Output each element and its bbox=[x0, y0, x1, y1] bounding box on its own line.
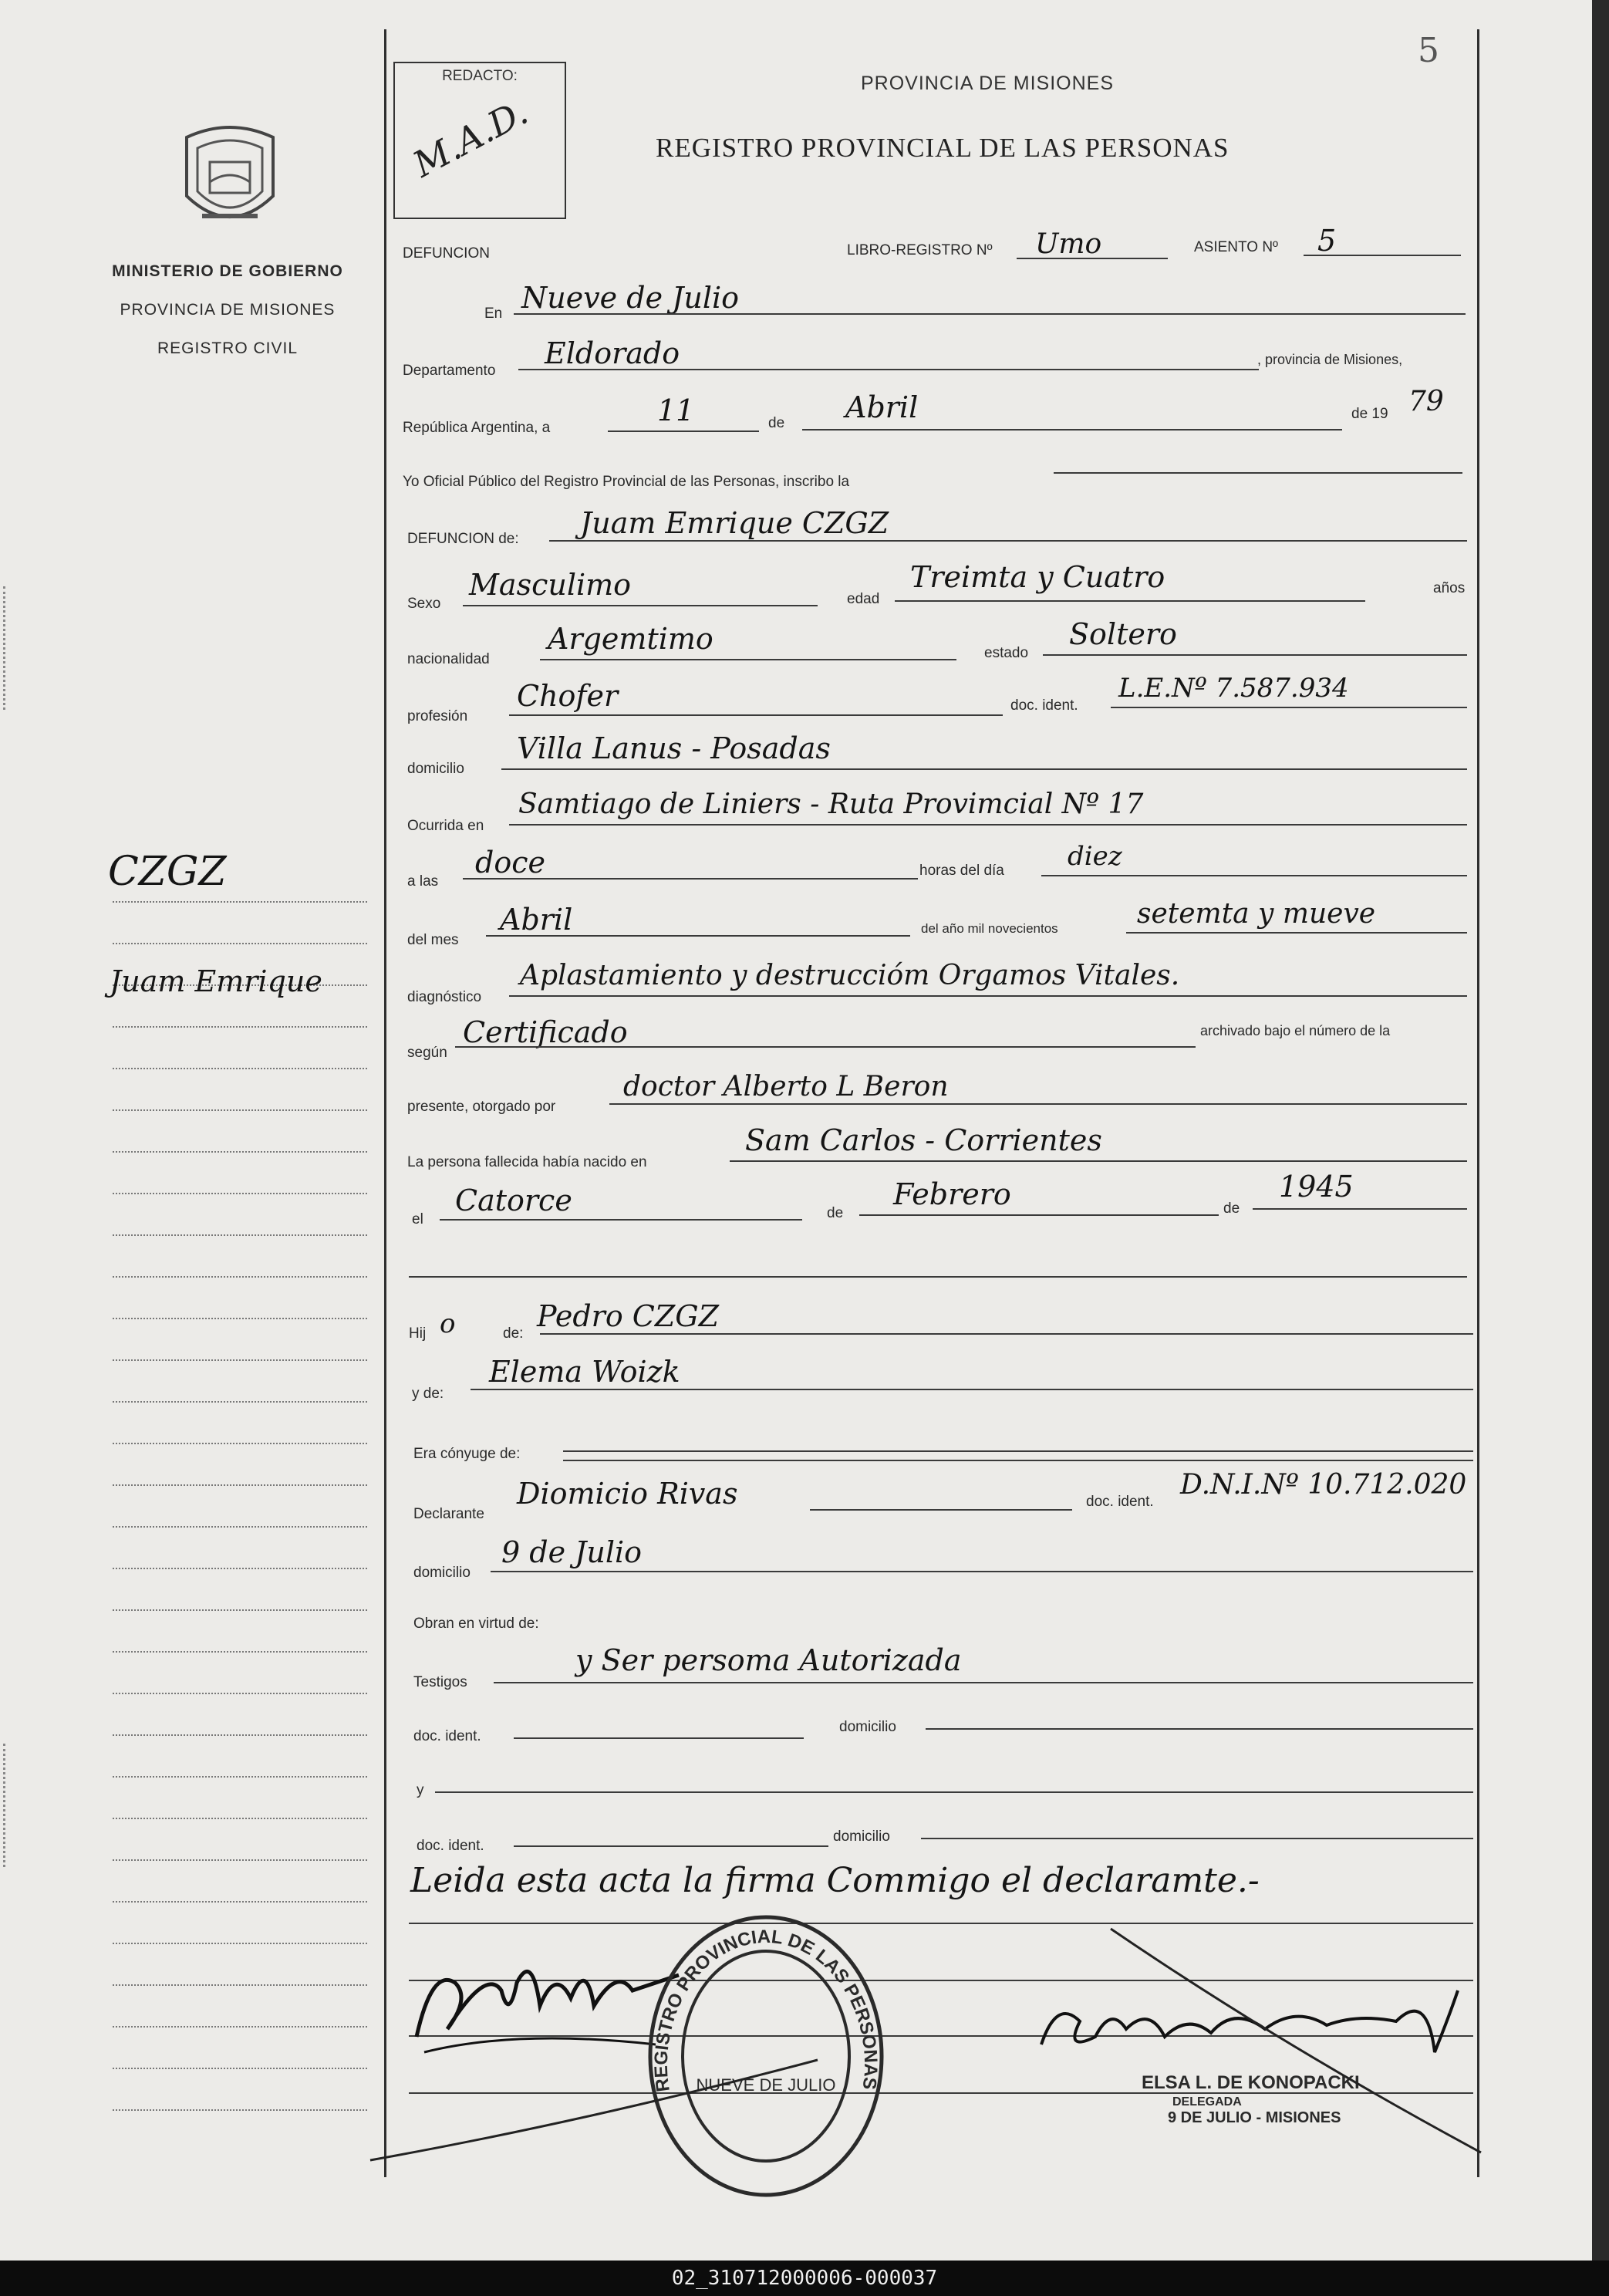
defuncion-de-line bbox=[549, 540, 1467, 542]
profesion-line bbox=[509, 714, 1003, 716]
madre-value: Elema Woizk bbox=[489, 1355, 680, 1389]
libro-label: LIBRO-REGISTRO Nº bbox=[847, 242, 993, 258]
ministry-title: MINISTERIO DE GOBIERNO bbox=[112, 262, 343, 280]
doc-label: doc. ident. bbox=[1010, 697, 1078, 714]
margin-dotted-line bbox=[113, 1234, 367, 1236]
mes-line bbox=[486, 935, 910, 937]
footer-id: 02_310712000006-000037 bbox=[0, 2261, 1609, 2296]
ano-mil-label: del año mil novecientos bbox=[921, 921, 1058, 936]
departamento-value: Eldorado bbox=[545, 336, 680, 370]
archivado-label: archivado bajo el número de la bbox=[1200, 1023, 1391, 1038]
profesion-label: profesión bbox=[407, 708, 468, 724]
margin-dotted-line bbox=[113, 1734, 367, 1736]
registrar-location: 9 DE JULIO - MISIONES bbox=[1168, 2109, 1341, 2126]
edad-value: Treimta y Cuatro bbox=[910, 560, 1165, 594]
ocurrida-value: Samtiago de Liniers - Ruta Provimcial Nº 17 bbox=[518, 788, 1144, 820]
doc2-label: doc. ident. bbox=[1086, 1494, 1154, 1510]
nacido-label: La persona fallecida había nacido en bbox=[407, 1154, 647, 1170]
asiento-line bbox=[1304, 255, 1461, 256]
alas-value: doce bbox=[475, 846, 545, 880]
margin-dotted-line bbox=[113, 2026, 367, 2028]
redacto-initials: M.A.D. bbox=[406, 90, 535, 186]
doc4-line bbox=[514, 1845, 828, 1847]
margin-dotted-line bbox=[113, 901, 367, 903]
redacto-label: REDACTO: bbox=[442, 68, 518, 84]
day-line bbox=[608, 430, 759, 432]
margin-given-name: Juam Emrique bbox=[110, 964, 322, 998]
declarante-label: Declarante bbox=[413, 1506, 484, 1522]
leida-value: Leida esta acta la firma Commigo el declaramte.- bbox=[410, 1861, 1260, 1900]
nacionalidad-line bbox=[540, 659, 956, 660]
obran-label: Obran en virtud de: bbox=[413, 1616, 539, 1632]
hij-value: o bbox=[440, 1308, 456, 1339]
padre-value: Pedro CZGZ bbox=[537, 1299, 720, 1333]
testigos-label: Testigos bbox=[413, 1674, 467, 1690]
domicilio-line bbox=[501, 768, 1467, 770]
doc2-value: D.N.I.Nº 10.712.020 bbox=[1180, 1469, 1467, 1501]
horas-label: horas del día bbox=[919, 863, 1004, 879]
presente-line bbox=[609, 1103, 1467, 1105]
departamento-label: Departamento bbox=[403, 363, 496, 379]
departamento-line bbox=[518, 369, 1259, 370]
registry-header: REGISTRO PROVINCIAL DE LAS PERSONAS bbox=[656, 133, 1230, 163]
doc-value: L.E.Nº 7.587.934 bbox=[1118, 673, 1349, 704]
svg-text:NUEVE DE JULIO: NUEVE DE JULIO bbox=[696, 2075, 836, 2095]
margin-dotted-line bbox=[113, 1568, 367, 1569]
padre-line bbox=[540, 1333, 1473, 1335]
declarante-value: Diomicio Rivas bbox=[517, 1477, 738, 1511]
defuncion-label: DEFUNCION bbox=[403, 245, 490, 262]
margin-dotted-line bbox=[113, 1401, 367, 1403]
margin-dotted-line bbox=[113, 1651, 367, 1653]
el-label: el bbox=[412, 1211, 423, 1227]
domicilio-value: Villa Lanus - Posadas bbox=[517, 731, 831, 765]
month2-line bbox=[859, 1214, 1219, 1216]
month2-value: Febrero bbox=[893, 1177, 1011, 1211]
coat-of-arms-icon bbox=[179, 122, 281, 238]
ano-mil-line bbox=[1126, 932, 1467, 934]
asiento-value: 5 bbox=[1317, 224, 1337, 258]
domicilio2-label: domicilio bbox=[413, 1565, 471, 1581]
ministry-province: PROVINCIA DE MISIONES bbox=[120, 301, 336, 319]
year-value: 79 bbox=[1408, 386, 1444, 417]
horas-value: diez bbox=[1068, 841, 1122, 872]
blank-line bbox=[409, 1276, 1467, 1278]
defuncion-de-label: DEFUNCION de: bbox=[407, 531, 519, 547]
oficial-line bbox=[1054, 472, 1462, 474]
presente-value: doctor Alberto L Beron bbox=[623, 1071, 949, 1102]
margin-dotted-line bbox=[113, 1943, 367, 1944]
domicilio2-line bbox=[491, 1571, 1473, 1572]
margin-dotted-line bbox=[113, 1359, 367, 1361]
svg-text:REGISTRO PROVINCIAL DE LAS PER: REGISTRO PROVINCIAL DE LAS PERSONAS bbox=[650, 1926, 882, 2093]
diagnostico-label: diagnóstico bbox=[407, 989, 482, 1005]
margin-dotted-line bbox=[113, 2109, 367, 2111]
margin-dotted-line bbox=[113, 1693, 367, 1694]
republica-label: República Argentina, a bbox=[403, 420, 551, 436]
registrar-name: ELSA L. DE KONOPACKI bbox=[1142, 2072, 1360, 2093]
segun-value: Certificado bbox=[463, 1015, 628, 1049]
estado-value: Soltero bbox=[1069, 617, 1177, 651]
page-number: 5 bbox=[1418, 31, 1439, 70]
el-value: Catorce bbox=[455, 1183, 572, 1217]
margin-dotted-line bbox=[113, 1318, 367, 1319]
en-value: Nueve de Julio bbox=[521, 281, 740, 315]
provincia-label: , provincia de Misiones, bbox=[1257, 352, 1403, 367]
margin-dotted-line bbox=[113, 1276, 367, 1278]
registrar-title: DELEGADA bbox=[1172, 2095, 1242, 2109]
declarante-line bbox=[810, 1509, 1072, 1511]
en-line bbox=[514, 313, 1466, 315]
pen-strokes bbox=[355, 1906, 1512, 2183]
margin-dotted-line bbox=[113, 1609, 367, 1611]
presente-label: presente, otorgado por bbox=[407, 1099, 556, 1115]
margin-dotted-line bbox=[113, 1026, 367, 1028]
domicilio-label: domicilio bbox=[407, 761, 464, 777]
binding-mark bbox=[3, 1744, 16, 1867]
conyuge-label: Era cónyuge de: bbox=[413, 1446, 521, 1462]
de-padre-label: de: bbox=[503, 1325, 524, 1342]
page-edge bbox=[1592, 0, 1609, 2261]
margin-dotted-line bbox=[113, 1859, 367, 1861]
testigos-line bbox=[494, 1682, 1473, 1683]
margin-dotted-line bbox=[113, 1526, 367, 1528]
segun-line bbox=[455, 1046, 1196, 1048]
day-value: 11 bbox=[657, 393, 695, 427]
estado-line bbox=[1043, 654, 1467, 656]
testigos-value: y Ser persoma Autorizada bbox=[575, 1643, 962, 1677]
edad-label: edad bbox=[847, 591, 880, 607]
nacionalidad-value: Argemtimo bbox=[548, 622, 713, 656]
doc3-line bbox=[514, 1737, 804, 1739]
year2-line bbox=[1253, 1208, 1467, 1210]
nacido-value: Sam Carlos - Corrientes bbox=[745, 1123, 1102, 1157]
segun-label: según bbox=[407, 1045, 447, 1061]
margin-dotted-line bbox=[113, 1901, 367, 1903]
binding-mark bbox=[3, 586, 16, 710]
y-de-label: y de: bbox=[412, 1386, 444, 1402]
doc3-label: doc. ident. bbox=[413, 1728, 481, 1744]
en-label: En bbox=[484, 306, 503, 322]
margin-dotted-line bbox=[113, 943, 367, 944]
year2-value: 1945 bbox=[1279, 1170, 1354, 1204]
sexo-label: Sexo bbox=[407, 596, 441, 612]
ano-mil-value: setemta y mueve bbox=[1137, 898, 1376, 930]
margin-dotted-line bbox=[113, 1443, 367, 1444]
de2-label: de bbox=[827, 1205, 844, 1221]
el-line bbox=[440, 1219, 802, 1221]
conyuge-line-2 bbox=[563, 1460, 1473, 1461]
diagnostico-line bbox=[509, 995, 1467, 997]
margin-dotted-line bbox=[113, 2068, 367, 2069]
edad-line bbox=[895, 600, 1365, 602]
nacionalidad-label: nacionalidad bbox=[407, 651, 490, 667]
libro-line bbox=[1017, 258, 1168, 259]
domicilio4-label: domicilio bbox=[833, 1828, 890, 1845]
hij-label: Hij bbox=[409, 1325, 427, 1342]
alas-label: a las bbox=[407, 873, 439, 890]
domicilio4-line bbox=[921, 1838, 1473, 1839]
margin-dotted-line bbox=[113, 1068, 367, 1069]
province-header: PROVINCIA DE MISIONES bbox=[861, 73, 1115, 94]
year-label: de 19 bbox=[1351, 406, 1388, 422]
margin-dotted-line bbox=[113, 1776, 367, 1778]
margin-dotted-line bbox=[113, 1984, 367, 1986]
y-label: y bbox=[417, 1782, 424, 1798]
profesion-value: Chofer bbox=[517, 679, 619, 713]
defuncion-de-value: Juam Emrique CZGZ bbox=[580, 506, 889, 540]
sexo-value: Masculimo bbox=[469, 568, 632, 602]
horas-line bbox=[1041, 875, 1467, 876]
margin-dotted-line bbox=[113, 1818, 367, 1819]
month-line bbox=[802, 429, 1342, 430]
margin-dotted-line bbox=[113, 1484, 367, 1486]
oficial-text: Yo Oficial Público del Registro Provincial de las Personas, inscribo la bbox=[403, 474, 850, 490]
de3-label: de bbox=[1223, 1200, 1240, 1217]
asiento-label: ASIENTO Nº bbox=[1194, 239, 1278, 255]
madre-line bbox=[471, 1389, 1473, 1390]
conyuge-line bbox=[563, 1450, 1473, 1452]
nacido-line bbox=[730, 1160, 1467, 1162]
doc4-label: doc. ident. bbox=[417, 1838, 484, 1854]
estado-label: estado bbox=[984, 645, 1029, 661]
ocurrida-line bbox=[509, 824, 1467, 826]
mes-label: del mes bbox=[407, 932, 459, 948]
ocurrida-label: Ocurrida en bbox=[407, 818, 484, 834]
ministry-registry: REGISTRO CIVIL bbox=[157, 339, 299, 357]
domicilio3-line bbox=[926, 1728, 1473, 1730]
y-line bbox=[435, 1791, 1473, 1793]
margin-dotted-line bbox=[113, 1109, 367, 1111]
doc-line bbox=[1111, 707, 1467, 708]
margin-dotted-line bbox=[113, 1193, 367, 1194]
anos-label: años bbox=[1433, 580, 1466, 596]
domicilio2-value: 9 de Julio bbox=[501, 1535, 643, 1569]
de-label: de bbox=[768, 415, 785, 431]
domicilio3-label: domicilio bbox=[839, 1719, 896, 1735]
diagnostico-value: Aplastamiento y destruccióm Orgamos Vitales. bbox=[520, 960, 1180, 991]
mes-value: Abril bbox=[500, 903, 573, 937]
margin-dotted-line bbox=[113, 1151, 367, 1153]
libro-value: Umo bbox=[1035, 228, 1102, 260]
alas-line bbox=[463, 878, 918, 880]
month-value: Abril bbox=[845, 390, 919, 424]
margin-surname: CZGZ bbox=[108, 849, 227, 895]
sexo-line bbox=[463, 605, 818, 606]
